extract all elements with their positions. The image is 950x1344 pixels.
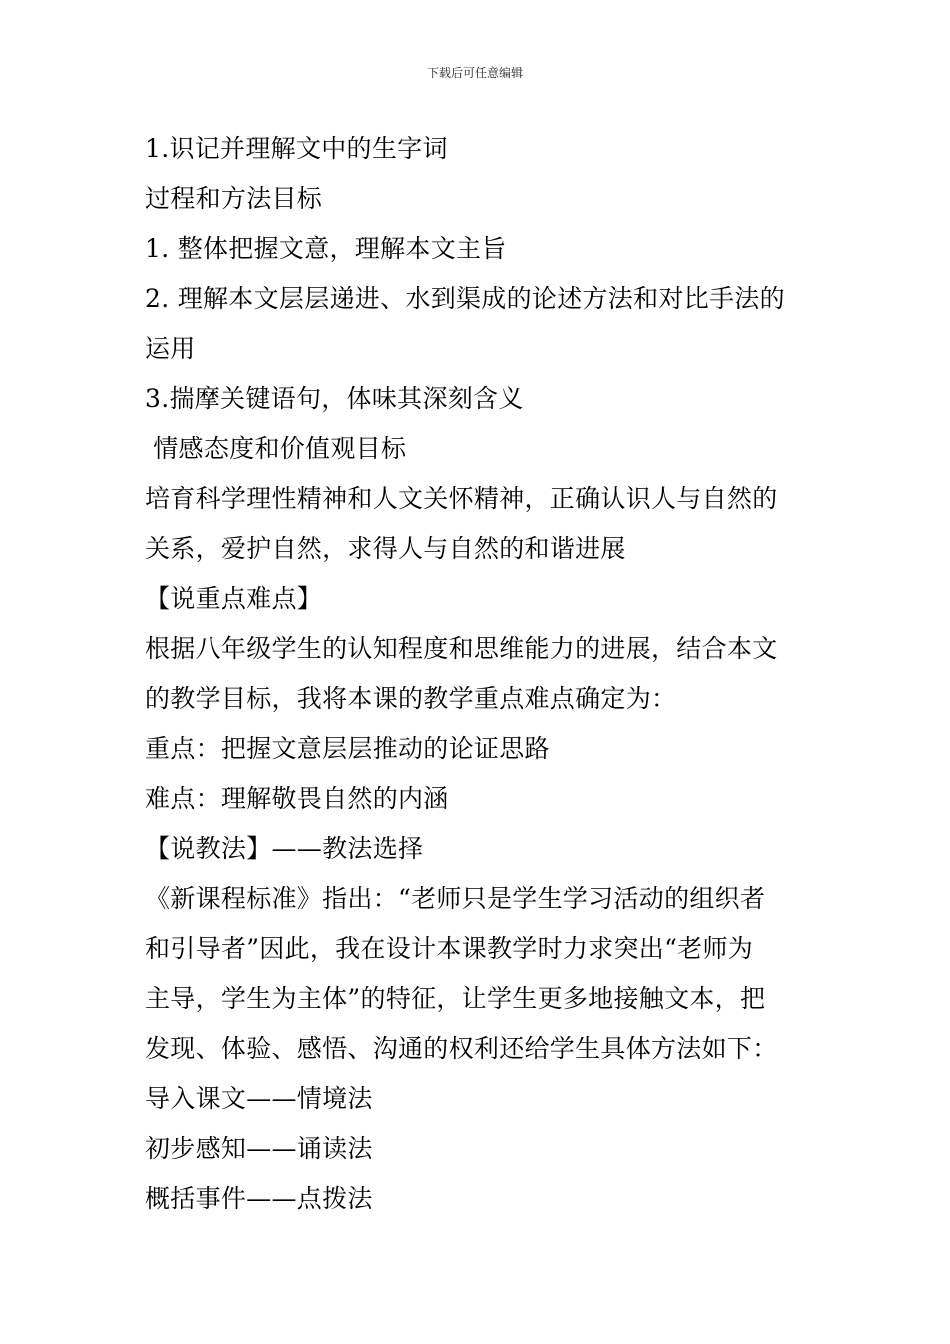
text-line: 1. 整体把握文意，理解本文主旨 [145, 234, 507, 263]
text-line: 主导，学生为主体”的特征，让学生更多地接触文本，把 [145, 984, 766, 1013]
text-line: 关系，爱护自然，求得人与自然的和谐进展 [145, 534, 626, 563]
text-line: 重点：把握文意层层推动的论证思路 [145, 734, 550, 763]
text-line: 3.揣摩关键语句，体味其深刻含义 [145, 384, 524, 413]
text-line: 根据八年级学生的认知程度和思维能力的进展，结合本文 [145, 634, 778, 663]
text-line: 培育科学理性精神和人文关怀精神，正确认识人与自然的 [145, 484, 778, 513]
section-heading: 过程和方法目标 [145, 184, 323, 213]
text-line: 初步感知——诵读法 [145, 1134, 373, 1163]
text-line: 概括事件——点拨法 [145, 1184, 373, 1213]
text-line: 和引导者”因此，我在设计本课教学时力求突出“老师为 [145, 934, 754, 963]
text-line: 难点：理解敬畏自然的内涵 [145, 784, 449, 813]
text-line: 的教学目标，我将本课的教学重点难点确定为： [145, 684, 677, 713]
text-line: 2. 理解本文层层递进、水到渠成的论述方法和对比手法的 [145, 284, 785, 313]
section-heading: 情感态度和价值观目标 [145, 434, 407, 463]
section-heading: 【说教法】——教法选择 [145, 834, 424, 863]
document-body [145, 128, 810, 1228]
text-line: 运用 [145, 334, 196, 363]
text-line: 导入课文——情境法 [145, 1084, 373, 1113]
text-line: 《新课程标准》指出：“老师只是学生学习活动的组织者 [145, 884, 766, 913]
page-header-note: 下载后可任意编辑 [426, 66, 523, 80]
text-line: 发现、体验、感悟、沟通的权利还给学生具体方法如下： [145, 1034, 778, 1063]
text-line: 1.识记并理解文中的生字词 [145, 134, 448, 163]
section-heading: 【说重点难点】 [145, 584, 323, 613]
